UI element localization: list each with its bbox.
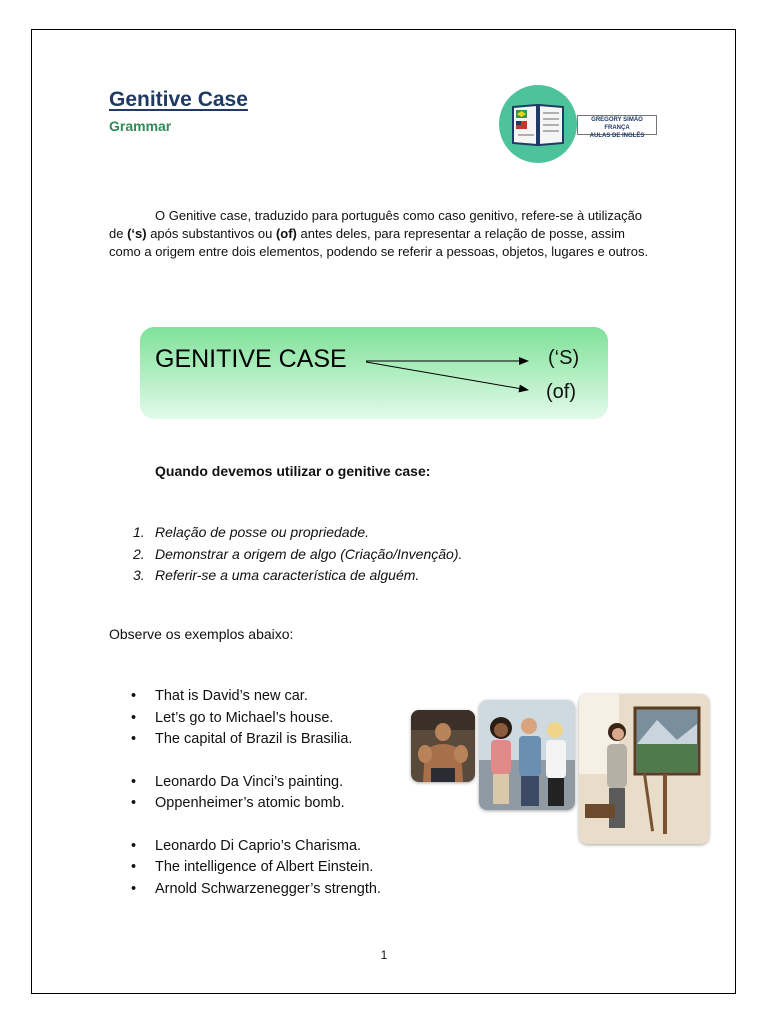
example-text: The capital of Brazil is Brasilia. bbox=[155, 731, 353, 747]
example-item bbox=[109, 729, 381, 751]
example-text: Arnold Schwarzenegger’s strength. bbox=[155, 880, 381, 897]
logo-tagline: AULAS DE INGLÊS bbox=[589, 133, 645, 139]
author-logo bbox=[497, 85, 662, 163]
list-item bbox=[109, 522, 462, 544]
bullet-icon: • bbox=[131, 773, 137, 790]
list-number: 1. bbox=[133, 524, 145, 540]
example-text: The intelligence of Albert Einstein. bbox=[155, 859, 374, 875]
bullet-icon: • bbox=[131, 859, 137, 875]
bullet-icon: • bbox=[131, 795, 137, 811]
painter-photo bbox=[579, 694, 709, 844]
example-item bbox=[109, 836, 381, 858]
example-text: Let’s go to Michael’s house. bbox=[155, 709, 334, 726]
usage-heading: Quando devemos utilizar o genitive case: bbox=[155, 463, 431, 479]
bodybuilder-photo bbox=[411, 710, 475, 782]
example-text: Oppenheimer’s atomic bomb. bbox=[155, 795, 345, 811]
bullet-icon: • bbox=[131, 731, 137, 747]
logo-label bbox=[577, 115, 657, 139]
list-item-text: Relação de posse ou propriedade. bbox=[155, 524, 370, 540]
page-number: 1 bbox=[380, 948, 388, 962]
example-photos bbox=[406, 690, 716, 890]
page-title: Genitive Case bbox=[109, 88, 248, 111]
page-subtitle: Grammar bbox=[109, 118, 172, 134]
list-item bbox=[109, 544, 462, 566]
intro-text-3: antes deles, para representar a relação de posse, assim como a origem entre dois elementos, podendo se referir a pessoas, objetos, lugares e outros. bbox=[109, 226, 649, 259]
example-item bbox=[109, 686, 381, 708]
intro-text-2: após substantivos ou bbox=[146, 226, 276, 241]
example-item bbox=[109, 708, 381, 730]
intro-text-1: O Genitive case, traduzido para português como caso genitivo, refere-se à utilização de bbox=[109, 208, 643, 241]
example-item bbox=[109, 772, 381, 794]
examples-intro: Observe os exemplos abaixo: bbox=[109, 626, 294, 642]
logo-circle bbox=[499, 85, 577, 163]
intro-bold-s: (‘s) bbox=[127, 226, 147, 241]
bullet-icon: • bbox=[131, 880, 137, 897]
intro-paragraph bbox=[109, 207, 649, 261]
intro-bold-of: (of) bbox=[275, 226, 297, 241]
list-number: 3. bbox=[133, 567, 145, 583]
list-item-text: Demonstrar a origem de algo (Criação/Invenção). bbox=[155, 545, 463, 562]
example-text: That is David’s new car. bbox=[155, 688, 308, 704]
example-item bbox=[109, 793, 381, 815]
example-text: Leonardo Di Caprio’s Charisma. bbox=[155, 837, 362, 854]
example-item bbox=[109, 879, 381, 901]
diagram-label: GENITIVE CASE bbox=[155, 345, 347, 373]
list-item-text: Referir-se a uma característica de alguém. bbox=[155, 567, 420, 583]
bullet-icon: • bbox=[131, 709, 137, 726]
genitive-case-diagram bbox=[140, 327, 608, 419]
bullet-icon: • bbox=[131, 688, 137, 704]
diagram-option-s: (‘S) bbox=[548, 347, 580, 369]
open-book-icon bbox=[499, 85, 577, 163]
bullet-icon: • bbox=[131, 837, 137, 854]
example-text: Leonardo Da Vinci’s painting. bbox=[155, 773, 344, 790]
example-item bbox=[109, 857, 381, 879]
list-number: 2. bbox=[133, 545, 145, 562]
diagram-option-of: (of) bbox=[546, 381, 576, 403]
people-conversation-photo bbox=[479, 700, 575, 810]
list-item bbox=[109, 565, 462, 587]
arrow-to-of bbox=[366, 362, 528, 390]
logo-name: GREGORY SIMÃO FRANÇA bbox=[591, 117, 643, 131]
usage-list bbox=[109, 522, 462, 587]
examples-list bbox=[109, 686, 381, 900]
